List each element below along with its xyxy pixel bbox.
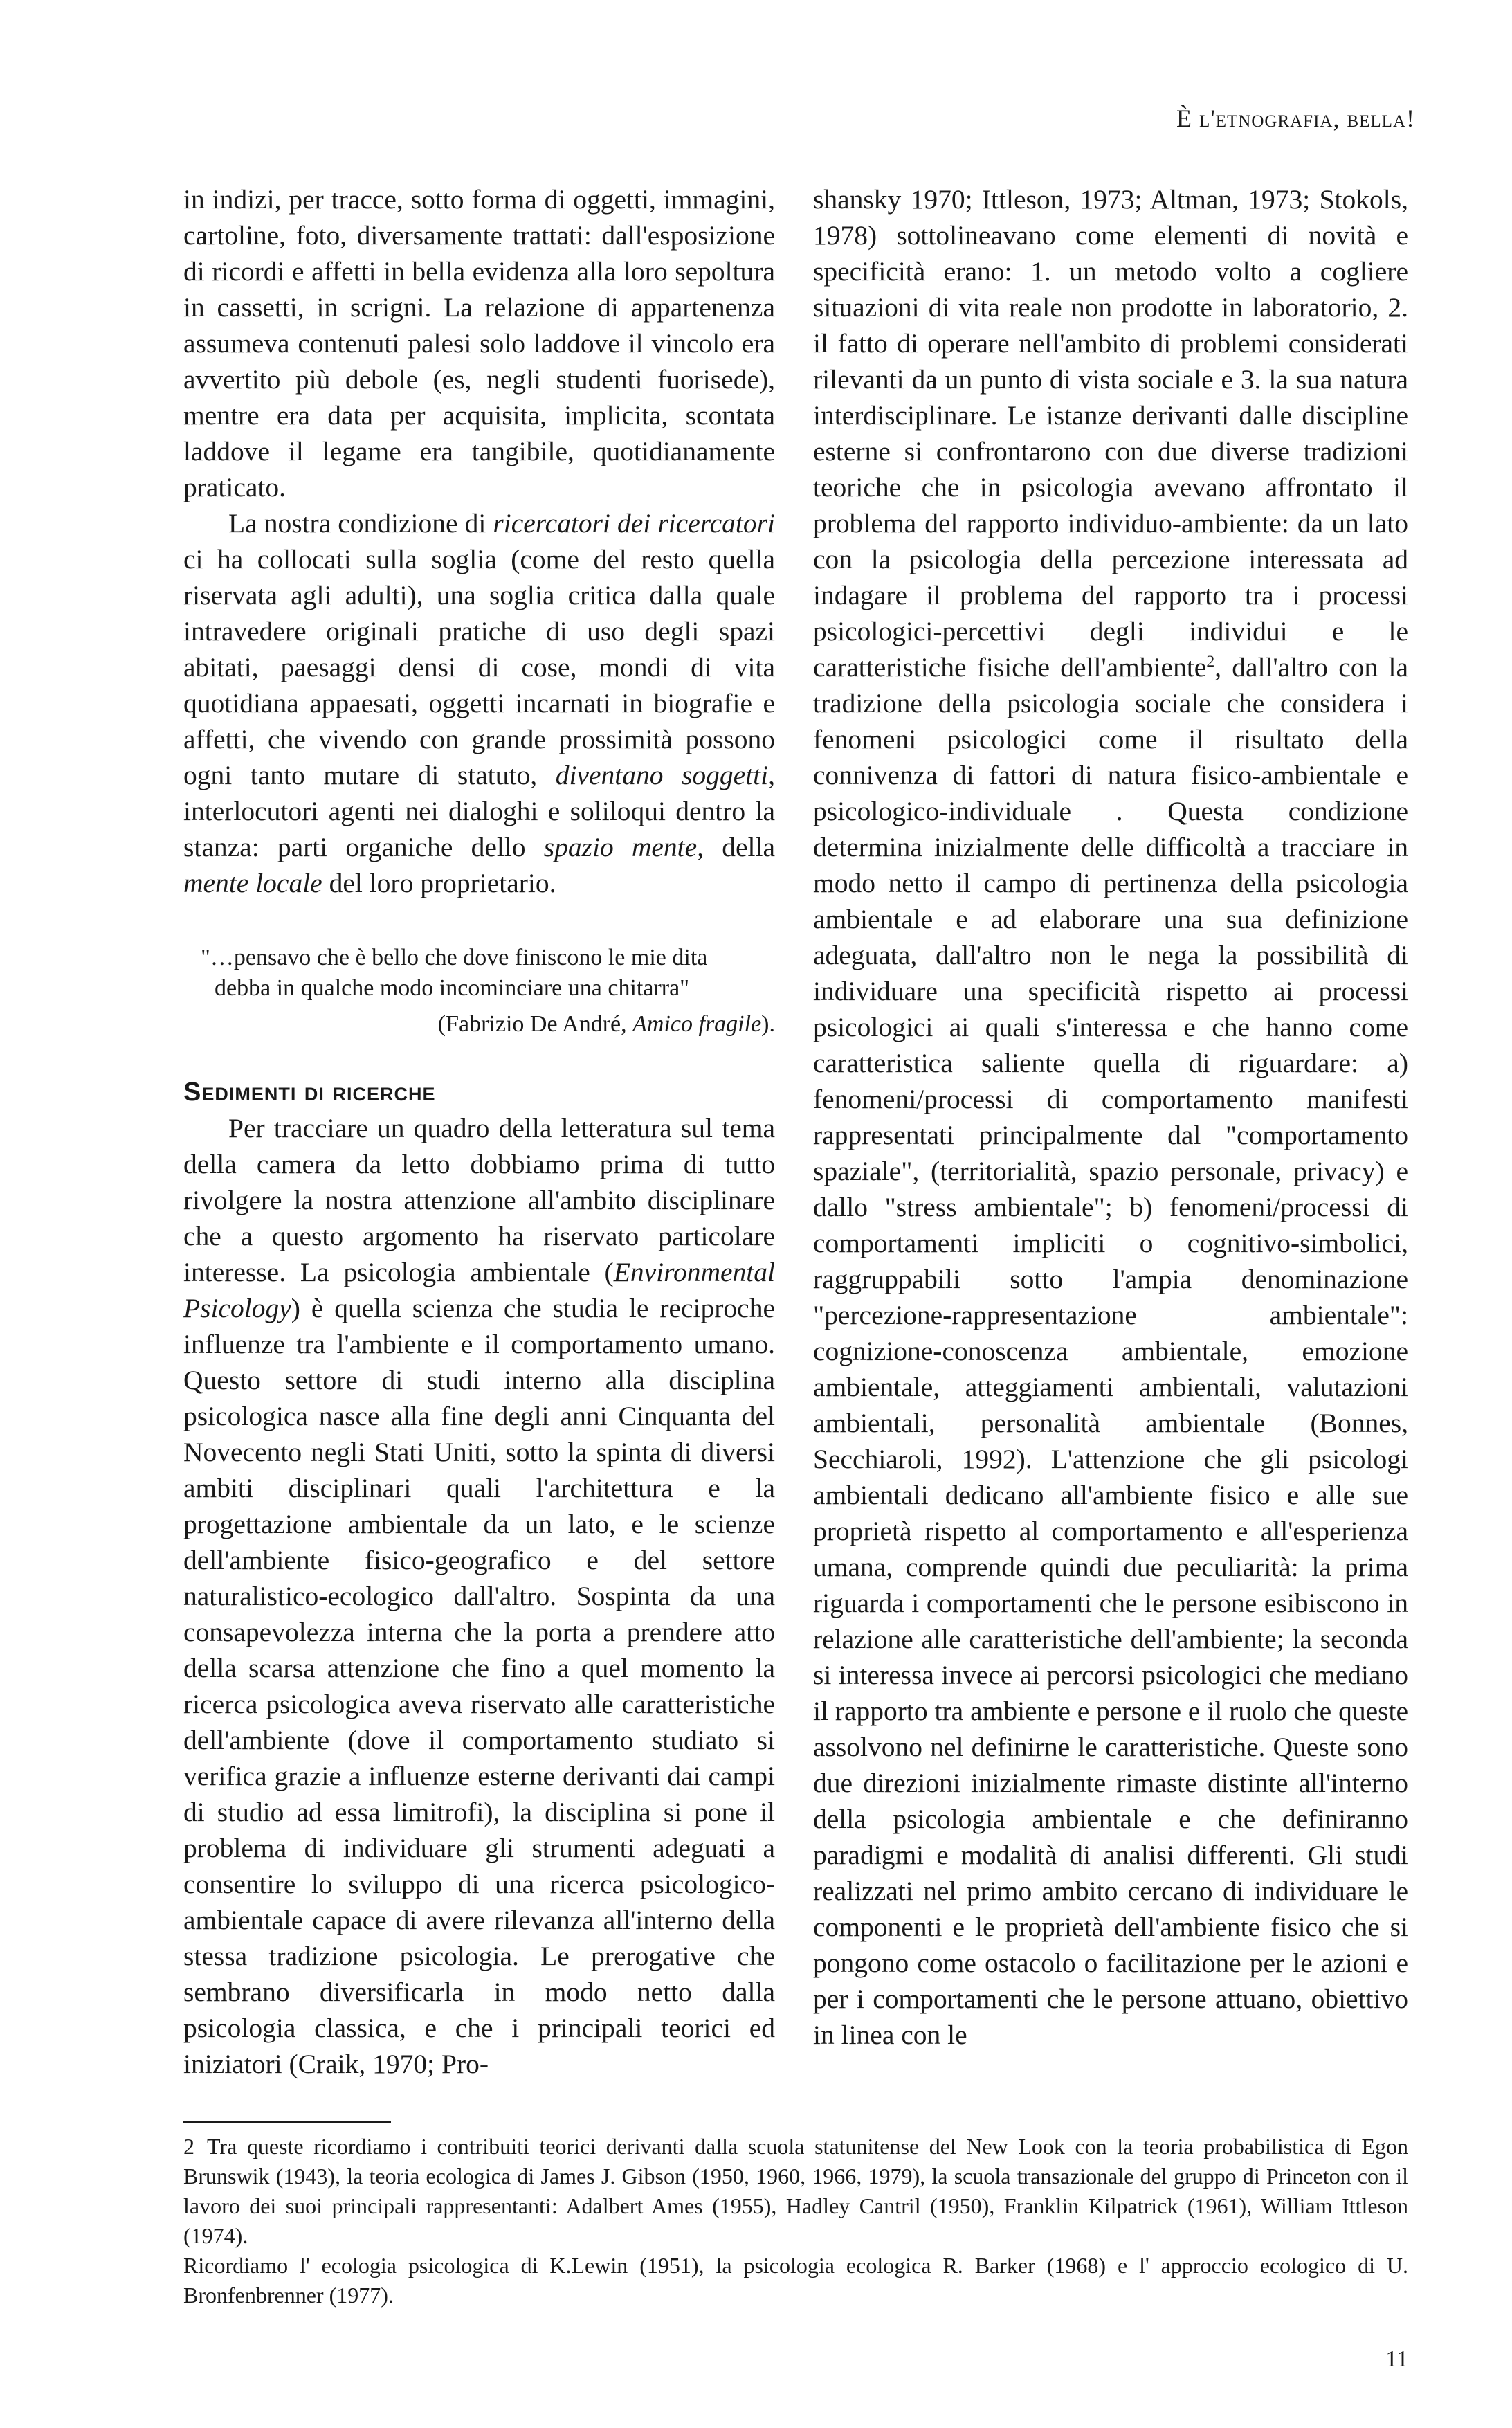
footnotes	[183, 2132, 1408, 2310]
left-column	[183, 181, 775, 2082]
epigraph-quote	[183, 943, 775, 1040]
running-head: È l'etnografia, bella!	[1176, 105, 1415, 132]
paragraph: La nostra condizione di ricercatori dei ricercatori ci ha collocati sulla soglia (come del resto quella riservata agli adulti), una soglia critica dalla quale intravedere originali pratiche di uso degli spazi abitati, paesaggi densi di cose, mondi di vita quotidiana appaesati, oggetti incarnati in biografie e affetti, che vivendo con grande prossimità possono ogni tanto mutare di statuto, diventano soggetti, interlocutori agenti nei dialoghi e soliloqui dentro la stanza: parti organiche dello spazio mente, della mente locale del loro proprietario.	[183, 508, 775, 898]
paragraph: shansky 1970; Ittleson, 1973; Altman, 1973; Stokols, 1978) sottolineavano come elementi di novità e specificità erano: 1. un metodo volto a cogliere situazioni di vita reale non prodotte in laboratorio, 2. il fatto di operare nell'ambito di problemi considerati rilevanti da un punto di vista sociale e 3. la sua natura interdisciplinare. Le istanze derivanti dalle discipline esterne si confrontarono con due diverse tradizioni teoriche che in psicologia avevano affrontato il problema del rapporto individuo-ambiente: da un lato con la psicologia della percezione interessata ad indagare il problema del rapporto tra i processi psicologici-percettivi degli individui e le caratteristiche fisiche dell'ambiente$^2$, dall'altro con la tradizione della psicologia sociale che considera i fenomeni psicologici come il risultato della connivenza di fattori di natura fisico-ambientale e psicologico-individuale . Questa condizione determina inizialmente delle difficoltà a tracciare in modo netto il campo di pertinenza della psicologia ambientale e ad elaborare una sua definizione adeguata, dall'altro non le nega la possibilità di individuare una specificità rispetto ai processi psicologici ai quali s'interessa e che hanno come caratteristica saliente quella di riguardare: a) fenomeni/processi di comportamento manifesti rappresentati principalmente dal "comportamento spaziale", (territorialità, spazio personale, privacy) e dallo "stress ambientale"; b) fenomeni/processi di comportamenti impliciti o cognitivo-simbolici, raggruppabili sotto l'ampia denominazione "percezione-rappresentazione ambientale": cognizione-conoscenza ambientale, emozione ambientale, atteggiamenti ambientali, valutazioni ambientali, personalità ambientale (Bonnes, Secchiaroli, 1992). L'attenzione che gli psicologi ambientali dedicano all'ambiente fisico e alle sue proprietà rispetto al comportamento e all'esperienza umana, comprende quindi due peculiarità: la prima riguarda i comportamenti che le persone esibiscono in relazione alle caratteristiche dell'ambiente; la seconda si interessa invece ai percorsi psicologici che mediano il rapporto tra ambiente e persone e il ruolo che queste assolvono nel definirne le caratteristiche. Queste sono due direzioni inizialmente rimaste distinte all'interno della psicologia ambientale e che definiranno paradigmi e modalità di analisi differenti. Gli studi realizzati nel primo ambito cercano di individuare le componenti e le proprietà dell'ambiente fisico che si pongono come ostacolo o facilitazione per le azioni e per i comportamenti che le persone attuano, obiettivo in linea con le	[813, 184, 1408, 2050]
footnote-continuation: Ricordiamo l' ecologia psicologica di K.Lewin (1951), la psicologia ecologica R. Barker (1968) e l' approccio ecologico di U. Bronfenbrenner (1977).	[183, 2253, 1408, 2308]
page-number: 11	[1385, 2346, 1408, 2372]
section-heading: Sedimenti di ricerche	[183, 1078, 436, 1107]
paragraph: in indizi, per tracce, sotto forma di oggetti, immagini, cartoline, foto, diversamente trattati: dall'esposizione di ricordi e affetti in bella evidenza alla loro sepoltura in cassetti, in scrigni. La relazione di appartenenza assumeva contenuti palesi solo laddove il vincolo era avvertito più debole (es, negli studenti fuorisede), mentre era data per acquisita, implicita, scontata laddove il legame era tangibile, quotidianamente praticato.	[183, 184, 775, 502]
quote-attribution: (Fabrizio De André, Amico fragile).	[437, 1011, 775, 1037]
footnote: 2 Tra queste ricordiamo i contribuiti teorici derivanti dalla scuola statunitense del New Look con la teoria probabilistica di Egon Brunswik (1943), la teoria ecologica di James J. Gibson (1950, 1960, 1966, 1979), la scuola transazionale del gruppo di Princeton con il lavoro dei suoi principali rappresentanti: Adalbert Ames (1955), Hadley Cantril (1950), Franklin Kilpatrick (1961), William Ittleson (1974).	[183, 2134, 1408, 2248]
quote-line: "…pensavo che è bello che dove finiscono le mie dita	[201, 945, 708, 970]
footnote-ref[interactable]: 2	[1206, 652, 1215, 671]
footnote-number: 2	[183, 2134, 194, 2159]
paragraph: Per tracciare un quadro della letteratura sul tema della camera da letto dobbiamo prima di tutto rivolgere la nostra attenzione all'ambito disciplinare che a questo argomento ha riservato particolare interesse. La psicologia ambientale (Environmental Psicology) è quella scienza che studia le reciproche influenze tra l'ambiente e il comportamento umano. Questo settore di studi interno alla disciplina psicologica nasce alla fine degli anni Cinquanta del Novecento negli Stati Uniti, sotto la spinta di diversi ambiti disciplinari quali l'architettura e la progettazione ambientale da un lato, e le scienze dell'ambiente fisico-geografico e del settore naturalistico-ecologico dall'altro. Sospinta da una consapevolezza interna che la porta a prendere atto della scarsa attenzione che fino a quel momento la ricerca psicologica aveva riservato alle caratteristiche dell'ambiente (dove il comportamento studiato si verifica grazie a influenze esterne derivanti dai campi di studio ad essa limitrofi), la disciplina si pone il problema di individuare gli strumenti adeguati a consentire lo sviluppo di una ricerca psicologico-ambientale capace di avere rilevanza all'interno della stessa tradizione psicologia. Le prerogative che sembrano diversificarla in modo netto dalla psicologia classica, e che i principali teorici ed iniziatori (Craik, 1970; Pro-	[183, 1113, 775, 2079]
quote-line: debba in qualche modo incominciare una chitarra"	[215, 975, 690, 1001]
footnote-divider	[183, 2121, 391, 2123]
right-column	[813, 181, 1408, 2053]
